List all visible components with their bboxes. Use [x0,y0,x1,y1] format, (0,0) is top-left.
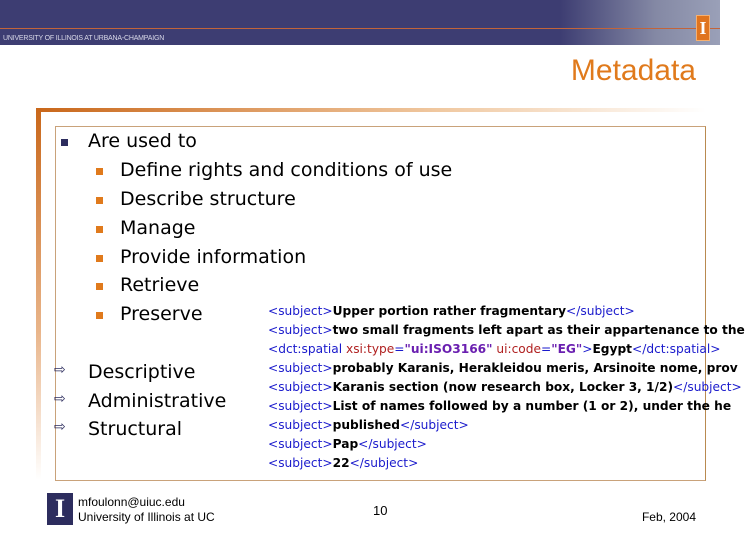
bullet-icon [96,197,103,204]
xml-value: Upper portion rather fragmentary [332,304,567,318]
code-line [268,378,742,397]
bullet-item [88,130,197,152]
code-line [268,340,721,359]
xml-tag: <dct:spatial [268,342,346,356]
xml-value: List of names followed by a number (1 or 2), under the he [332,399,732,413]
type-item [54,361,196,383]
xml-attr: ui:code [492,342,541,356]
sub-bullet-item [120,188,296,210]
footer-date: Feb, 2004 [641,510,696,524]
xml-tag: = [541,342,552,356]
xml-value: 22 [332,456,350,470]
bullet-icon [96,226,103,233]
xml-tag: <subject> [268,323,333,337]
xml-tag: = [394,342,405,356]
sub-bullet-item [120,303,203,325]
bullet-icon [96,255,103,262]
bullet-icon [96,312,103,319]
xml-tag: <subject> [268,399,333,413]
xml-tag: </subject> [349,456,419,470]
xml-tag: > [582,342,593,356]
code-line [268,321,745,340]
double-arrow-icon: ⇨ [54,419,66,435]
bullet-text: Describe structure [120,188,296,210]
xml-tag: </subject> [673,380,742,394]
bullet-text: Retrieve [120,274,200,296]
xml-tag: </subject> [400,418,469,432]
xml-tag: <subject> [268,380,333,394]
type-text: Structural [88,418,183,440]
frame-divider [36,108,41,480]
xml-attr: xsi:type [345,342,395,356]
xml-value: published [332,418,401,432]
footer-org: University of Illinois at UC [78,510,215,524]
header-rule [0,28,720,29]
code-line [268,397,732,416]
illinois-footer-logo-icon: I [47,493,73,525]
xml-code-sample [268,302,745,473]
xml-tag: <subject> [268,361,333,375]
page-number: 10 [373,503,388,518]
xml-value: Karanis section (now research box, Locker 3, 1/2) [332,380,674,394]
bullet-text: Preserve [120,303,203,325]
illinois-logo-icon: I [696,15,710,41]
xml-tag: <subject> [268,456,333,470]
bullet-icon [96,168,103,175]
footer-email: mfoulonn@uiuc.edu [78,495,185,509]
double-arrow-icon: ⇨ [54,362,66,378]
bullet-text: Manage [120,217,196,239]
code-line [268,359,738,378]
slide-title: Metadata [570,54,696,87]
xml-value: probably Karanis, Herakleidou meris, Arsinoite nome, prov [332,361,738,375]
type-item [54,390,227,412]
code-line [268,454,706,473]
sub-bullet-item [120,217,195,239]
type-item [54,418,183,440]
xml-value: Pap [332,437,359,451]
xml-tag: <subject> [268,437,333,451]
xml-tag: </subject> [358,437,427,451]
sub-bullet-item [120,246,306,268]
bullet-text: Provide information [120,246,307,268]
xml-tag: <subject> [268,304,333,318]
xml-attr-value: "ui:ISO3166" [404,342,493,356]
bullet-icon [96,283,103,290]
code-line [268,302,706,321]
sub-bullet-item [120,274,199,296]
double-arrow-icon: ⇨ [54,391,66,407]
sub-bullet-item [120,159,452,181]
type-text: Administrative [88,390,227,412]
university-name: UNIVERSITY OF ILLINOIS AT URBANA-CHAMPAIGN [3,35,165,42]
xml-tag: <subject> [268,418,333,432]
bullet-text: Define rights and conditions of use [120,159,453,181]
bullet-text: Are used to [88,130,197,152]
code-line [268,416,706,435]
xml-value: two small fragments left apart as their appartenance to the [332,323,745,337]
xml-tag: </dct:spatial> [632,342,721,356]
xml-value: Egypt [592,342,633,356]
bullet-icon [61,139,68,146]
xml-attr-value: "EG" [551,342,583,356]
header-banner [0,0,720,45]
xml-tag: </subject> [566,304,635,318]
type-text: Descriptive [88,361,196,383]
frame-divider [36,108,706,112]
code-line [268,435,706,454]
footer-author [78,495,215,525]
